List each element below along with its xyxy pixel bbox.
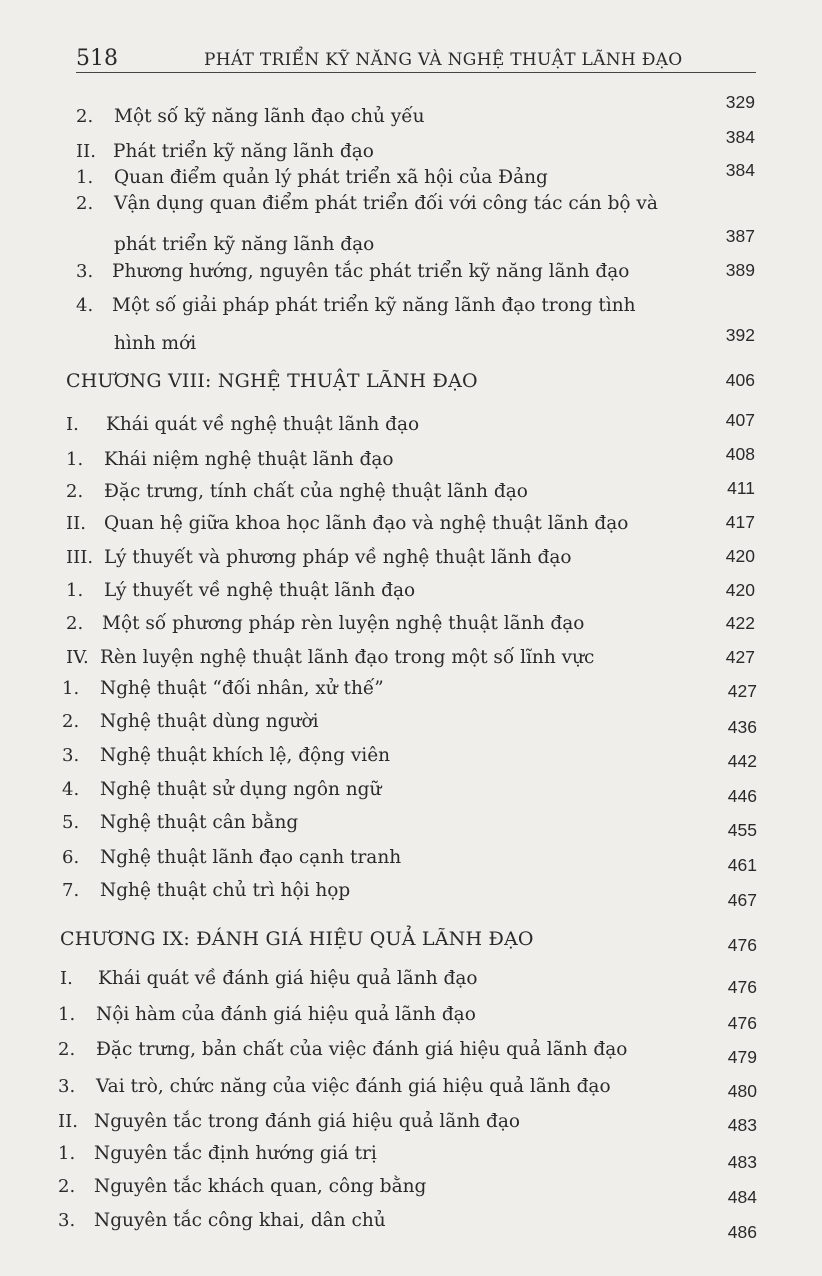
toc-entry-title: Quan điểm quản lý phát triển xã hội của Đảng	[114, 167, 548, 188]
toc-entry-number: III.	[66, 547, 94, 568]
toc-entry-number: 3.	[58, 1210, 76, 1231]
toc-entry-page: 392	[725, 325, 755, 345]
toc-entry-title: Phương hướng, nguyên tắc phát triển kỹ năng lãnh đạo	[112, 261, 630, 282]
toc-entry-page: 455	[727, 820, 757, 840]
toc-entry-number: 4.	[62, 779, 80, 800]
toc-entry-page: 484	[727, 1187, 757, 1207]
toc-entry-page: 446	[727, 786, 757, 806]
toc-entry-title: Lý thuyết về nghệ thuật lãnh đạo	[104, 580, 416, 601]
toc-entry-page: 486	[727, 1222, 757, 1242]
toc-entry-page: 384	[725, 127, 755, 147]
toc-entry-number: 2.	[58, 1039, 76, 1060]
toc-entry-page: 467	[727, 890, 757, 910]
toc-entry-page: 476	[727, 977, 757, 997]
toc-entry-title: CHƯƠNG IX: ĐÁNH GIÁ HIỆU QUẢ LÃNH ĐẠO	[60, 928, 534, 950]
toc-entry-page: 483	[727, 1115, 757, 1135]
toc-entry-page: 411	[727, 478, 755, 498]
toc-entry-page: 483	[727, 1152, 757, 1172]
toc-entry-number: 4.	[76, 295, 94, 316]
toc-entry-number: 1.	[76, 167, 94, 188]
toc-entry-title: Nghệ thuật cân bằng	[100, 812, 299, 833]
toc-entry-title: Nghệ thuật dùng người	[100, 711, 319, 732]
toc-entry-title: Khái quát về đánh giá hiệu quả lãnh đạo	[98, 968, 478, 989]
toc-entry-title: Lý thuyết và phương pháp về nghệ thuật lãnh đạo	[104, 547, 572, 568]
toc-entry-page: 461	[727, 855, 757, 875]
toc-entry-title: Nội hàm của đánh giá hiệu quả lãnh đạo	[96, 1004, 476, 1025]
toc-entry-page: 420	[725, 546, 755, 566]
toc-entry-number: 2.	[58, 1176, 76, 1197]
toc-entry-title: Phát triển kỹ năng lãnh đạo	[113, 141, 374, 162]
toc-entry-title: Vận dụng quan điểm phát triển đối với công tác cán bộ và	[114, 193, 658, 214]
toc-entry-page: 408	[725, 444, 755, 464]
toc-entry-number: II.	[66, 513, 86, 534]
toc-entry-page: 420	[725, 580, 755, 600]
toc-entry-title: Nguyên tắc định hướng giá trị	[94, 1143, 377, 1164]
toc-entry-number: I.	[60, 968, 73, 989]
page-number: 518	[76, 46, 118, 71]
toc-entry-title: Rèn luyện nghệ thuật lãnh đạo trong một số lĩnh vực	[100, 647, 595, 668]
toc-entry-page: 476	[727, 935, 757, 955]
toc-entry-number: 2.	[66, 613, 84, 634]
toc-entry-title: Nguyên tắc công khai, dân chủ	[94, 1210, 386, 1231]
toc-entry-number: 6.	[62, 847, 80, 868]
toc-entry-number: 2.	[76, 193, 94, 214]
toc-entry-number: 3.	[58, 1076, 76, 1097]
toc-entry-page: 442	[727, 751, 757, 771]
toc-entry-title: Khái niệm nghệ thuật lãnh đạo	[104, 449, 394, 470]
toc-entry-title: Một số kỹ năng lãnh đạo chủ yếu	[114, 106, 425, 127]
toc-entry-page: 329	[725, 92, 755, 112]
toc-entry-title: hình mới	[114, 333, 197, 354]
toc-entry-number: 2.	[66, 481, 84, 502]
toc-entry-title: Nghệ thuật “đối nhân, xử thế”	[100, 678, 384, 699]
toc-entry-page: 427	[725, 647, 755, 667]
toc-entry-number: 3.	[62, 745, 80, 766]
toc-entry-page: 389	[725, 260, 755, 280]
toc-entry-title: Quan hệ giữa khoa học lãnh đạo và nghệ thuật lãnh đạo	[104, 513, 629, 534]
toc-entry-page: 387	[725, 226, 755, 246]
toc-entry-page: 427	[727, 681, 757, 701]
toc-entry-title: Nguyên tắc trong đánh giá hiệu quả lãnh đạo	[94, 1111, 521, 1132]
toc-entry-title: Đặc trưng, bản chất của việc đánh giá hiệu quả lãnh đạo	[96, 1039, 628, 1060]
toc-entry-title: Một số phương pháp rèn luyện nghệ thuật lãnh đạo	[102, 613, 585, 634]
toc-entry-page: 384	[725, 160, 755, 180]
toc-entry-number: 1.	[58, 1143, 76, 1164]
toc-entry-number: I.	[66, 414, 79, 435]
toc-entry-title: Nguyên tắc khách quan, công bằng	[94, 1176, 427, 1197]
toc-entry-title: CHƯƠNG VIII: NGHỆ THUẬT LÃNH ĐẠO	[66, 370, 478, 392]
toc-entry-number: 3.	[76, 261, 94, 282]
toc-entry-title: Nghệ thuật chủ trì hội họp	[100, 880, 351, 901]
toc-entry-page: 422	[725, 613, 755, 633]
running-title: PHÁT TRIỂN KỸ NĂNG VÀ NGHỆ THUẬT LÃNH ĐẠO	[204, 50, 683, 70]
toc-entry-number: II.	[76, 141, 96, 162]
toc-entry-page: 417	[725, 512, 755, 532]
toc-entry-number: II.	[58, 1111, 78, 1132]
toc-entry-title: Nghệ thuật sử dụng ngôn ngữ	[100, 779, 382, 800]
toc-entry-title: phát triển kỹ năng lãnh đạo	[114, 234, 375, 255]
toc-entry-title: Nghệ thuật khích lệ, động viên	[100, 745, 391, 766]
toc-entry-number: 2.	[76, 106, 94, 127]
toc-entry-title: Nghệ thuật lãnh đạo cạnh tranh	[100, 847, 402, 868]
toc-entry-number: 1.	[62, 678, 80, 699]
toc-entry-number: 7.	[62, 880, 80, 901]
toc-entry-page: 480	[727, 1081, 757, 1101]
toc-entry-number: 1.	[58, 1004, 76, 1025]
toc-entry-page: 406	[725, 370, 755, 390]
toc-entry-title: Một số giải pháp phát triển kỹ năng lãnh đạo trong tình	[112, 295, 636, 316]
toc-entry-number: 1.	[66, 449, 84, 470]
toc-entry-page: 476	[727, 1013, 757, 1033]
toc-entry-title: Khái quát về nghệ thuật lãnh đạo	[106, 414, 420, 435]
toc-entry-title: Đặc trưng, tính chất của nghệ thuật lãnh đạo	[104, 481, 528, 502]
toc-entry-number: 2.	[62, 711, 80, 732]
toc-entry-page: 436	[727, 717, 757, 737]
toc-entry-page: 479	[727, 1047, 757, 1067]
toc-entry-number: 5.	[62, 812, 80, 833]
toc-entry-number: 1.	[66, 580, 84, 601]
toc-entry-title: Vai trò, chức năng của việc đánh giá hiệu quả lãnh đạo	[96, 1076, 611, 1097]
toc-entry-number: IV.	[66, 647, 89, 668]
toc-entry-page: 407	[725, 410, 755, 430]
